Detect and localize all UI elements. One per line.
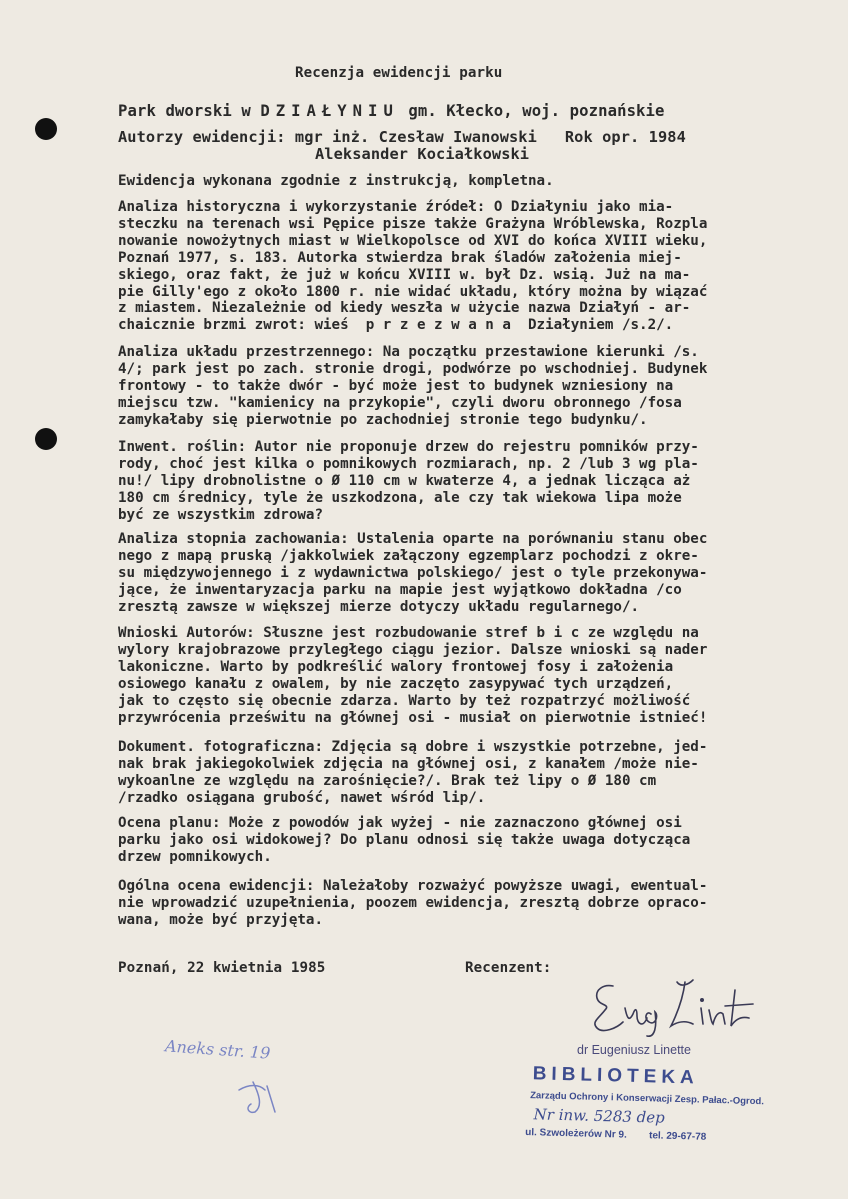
stamp-inventory-number: Nr inw. 5283 dep xyxy=(533,1105,665,1127)
text-line: lakoniczne. Warto by podkreślić walory frontowej fosy i założenia xyxy=(118,658,674,675)
paragraph-spatial-analysis xyxy=(118,344,707,429)
text-line: pie Gilly'ego z około 1800 r. nie widać układu, który można by wiązać xyxy=(118,283,708,300)
stamp-phone: tel. 29-67-78 xyxy=(648,1130,707,1143)
stamp-address xyxy=(525,1127,706,1143)
handwritten-signature xyxy=(585,978,765,1040)
text-line: nie wprowadzić uzupełnienia, poozem ewidencja, zresztą dobrze opraco- xyxy=(118,894,708,911)
text-line: zresztą zawsze w większej mierze dotyczy układu regularnego/. xyxy=(118,598,640,615)
text-line: być ze wszystkim zdrowa? xyxy=(118,506,323,523)
text-line: z miastem. Niezależnie od kiedy weszła w użycie nazwa Działyń - ar- xyxy=(118,300,691,317)
text-line: Dokument. fotograficzna: Zdjęcia są dobre i wszystkie potrzebne, jed- xyxy=(118,739,708,755)
paragraph-plan-assessment xyxy=(118,815,690,866)
text-line: Inwent. roślin: Autor nie proponuje drzew do rejestru pomników przy- xyxy=(118,439,699,455)
park-line xyxy=(118,103,665,119)
text-line: jące, że inwentaryzacja parku na mapie jest wyjątkowo dokładna /co xyxy=(118,581,682,598)
text-line: chaicznie brzmi zwrot: wieś p r z e z w a n a Działyniem /s.2/. xyxy=(118,317,674,334)
text-line: Analiza historyczna i wykorzystanie źródeł: O Działyniu jako mia- xyxy=(118,199,674,215)
text-line: miejscu tzw. "kamienicy na przykopie", czyli dworu obronnego /fosa xyxy=(118,394,682,411)
text-line: wykoanlne ze względu na zarośnięcie?/. Brak też lipy o Ø 180 cm xyxy=(118,772,657,789)
margin-note-text: Aneks str. 19 xyxy=(164,1036,271,1063)
text-line: nak brak jakiegokolwiek zdjęcia na głównej osi, z kanałem /może nie- xyxy=(118,755,699,772)
park-suffix: gm. Kłecko, woj. poznańskie xyxy=(408,102,665,120)
text-line: drzew pomnikowych. xyxy=(118,848,272,865)
text-line: 180 cm średnicy, tyle że uszkodzona, ale czy tak wiekowa lipa może xyxy=(118,489,682,506)
authors-line-1: Autorzy ewidencji: mgr inż. Czesław Iwanowski Rok opr. 1984 xyxy=(118,128,686,146)
margin-initials xyxy=(235,1076,295,1116)
text-line: Ogólna ocena ewidencji: Należałoby rozważyć powyższe uwagi, ewentual- xyxy=(118,878,708,894)
authors-line-2: Aleksander Kociałkowski xyxy=(315,145,530,163)
text-line: Poznań 1977, s. 183. Autorka stwierdza brak śladów założenia miej- xyxy=(118,249,682,266)
text-line: su międzywojennego i z wydawnictwa polskiego/ jest o tyle przekonywa- xyxy=(118,564,708,581)
park-prefix: Park dworski w xyxy=(118,102,251,120)
text-line: jak to często się obecnie zdarza. Warto by też rozpatrzyć możliwość xyxy=(118,692,691,709)
text-line: Analiza układu przestrzennego: Na początku przestawione kierunki /s. xyxy=(118,344,699,360)
stamp-address-text: ul. Szwoleżerów Nr 9. xyxy=(525,1127,627,1141)
text-line: nowanie nowożytnych miast w Wielkopolsce od XVI do końca XVIII wieku, xyxy=(118,232,708,249)
text-line: frontowy - to także dwór - być może jest to budynek wzniesiony na xyxy=(118,377,674,394)
paragraph-preservation-analysis xyxy=(118,531,707,616)
document-title: Recenzja ewidencji parku xyxy=(295,65,503,81)
text-line: zamykałaby się pierwotnie po zachodniej stronie tego budynku/. xyxy=(118,411,648,428)
text-line: /rzadko osiągana grubość, nawet wśród lip/. xyxy=(118,789,486,806)
margin-note xyxy=(164,1036,271,1063)
text-line: wylory krajobrazowe przyległego ciągu jezior. Dalsze wnioski są nader xyxy=(118,641,708,658)
date-line: Poznań, 22 kwietnia 1985 xyxy=(118,960,326,976)
paragraph-authors-conclusions xyxy=(118,625,707,726)
text-line: Ewidencja wykonana zgodnie z instrukcją, kompletna. xyxy=(118,173,554,189)
text-line: nego z mapą pruską /jakkolwiek załączony egzemplarz pochodzi z okre- xyxy=(118,547,699,564)
park-name: DZIAŁYNIU xyxy=(260,102,399,120)
text-line: Ocena planu: Może z powodów jak wyżej - nie zaznaczono głównej osi xyxy=(118,815,682,831)
signer-name: dr Eugeniusz Linette xyxy=(577,1043,691,1057)
stamp-subtitle: Zarządu Ochrony i Konserwacji Zesp. Pałac.-Ogrod. xyxy=(530,1090,765,1108)
text-line: steczku na terenach wsi Pępice pisze także Grażyna Wróblewska, Rozpla xyxy=(118,215,708,232)
text-line: osiowego kanału z owalem, by nie zaczęto zasypywać tych urządzeń, xyxy=(118,675,674,692)
text-line: przywrócenia prześwitu na głównej osi - musiał on pierwotnie istnieć! xyxy=(118,709,708,726)
paragraph-historical-analysis xyxy=(118,199,707,334)
text-line: Wnioski Autorów: Słuszne jest rozbudowanie stref b i c ze względu na xyxy=(118,625,699,641)
text-line: 4/; park jest po zach. stronie drogi, podwórze po wschodniej. Budynek xyxy=(118,360,708,377)
reviewer-label: Recenzent: xyxy=(465,960,552,976)
stamp-title: BIBLIOTEKA xyxy=(532,1063,700,1089)
paragraph-photo-documentation xyxy=(118,739,707,807)
text-line: wana, może być przyjęta. xyxy=(118,911,323,928)
paragraph-overall-assessment xyxy=(118,878,707,929)
text-line: parku jako osi widokowej? Do planu odnosi się także uwaga dotycząca xyxy=(118,831,691,848)
text-line: Analiza stopnia zachowania: Ustalenia oparte na porównaniu stanu obec xyxy=(118,531,708,547)
paragraph-completeness xyxy=(118,173,554,190)
punch-hole-bottom xyxy=(35,428,57,450)
text-line: rody, choć jest kilka o pomnikowych rozmiarach, np. 2 /lub 3 wg pla- xyxy=(118,455,699,472)
punch-hole-top xyxy=(35,118,57,140)
text-line: skiego, oraz fakt, że już w końcu XVIII w. był Dz. wsią. Już na ma- xyxy=(118,266,691,283)
text-line: nu!/ lipy drobnolistne o Ø 110 cm w kwaterze 4, a jednak licząca aż xyxy=(118,472,691,489)
paragraph-plant-inventory xyxy=(118,439,699,524)
